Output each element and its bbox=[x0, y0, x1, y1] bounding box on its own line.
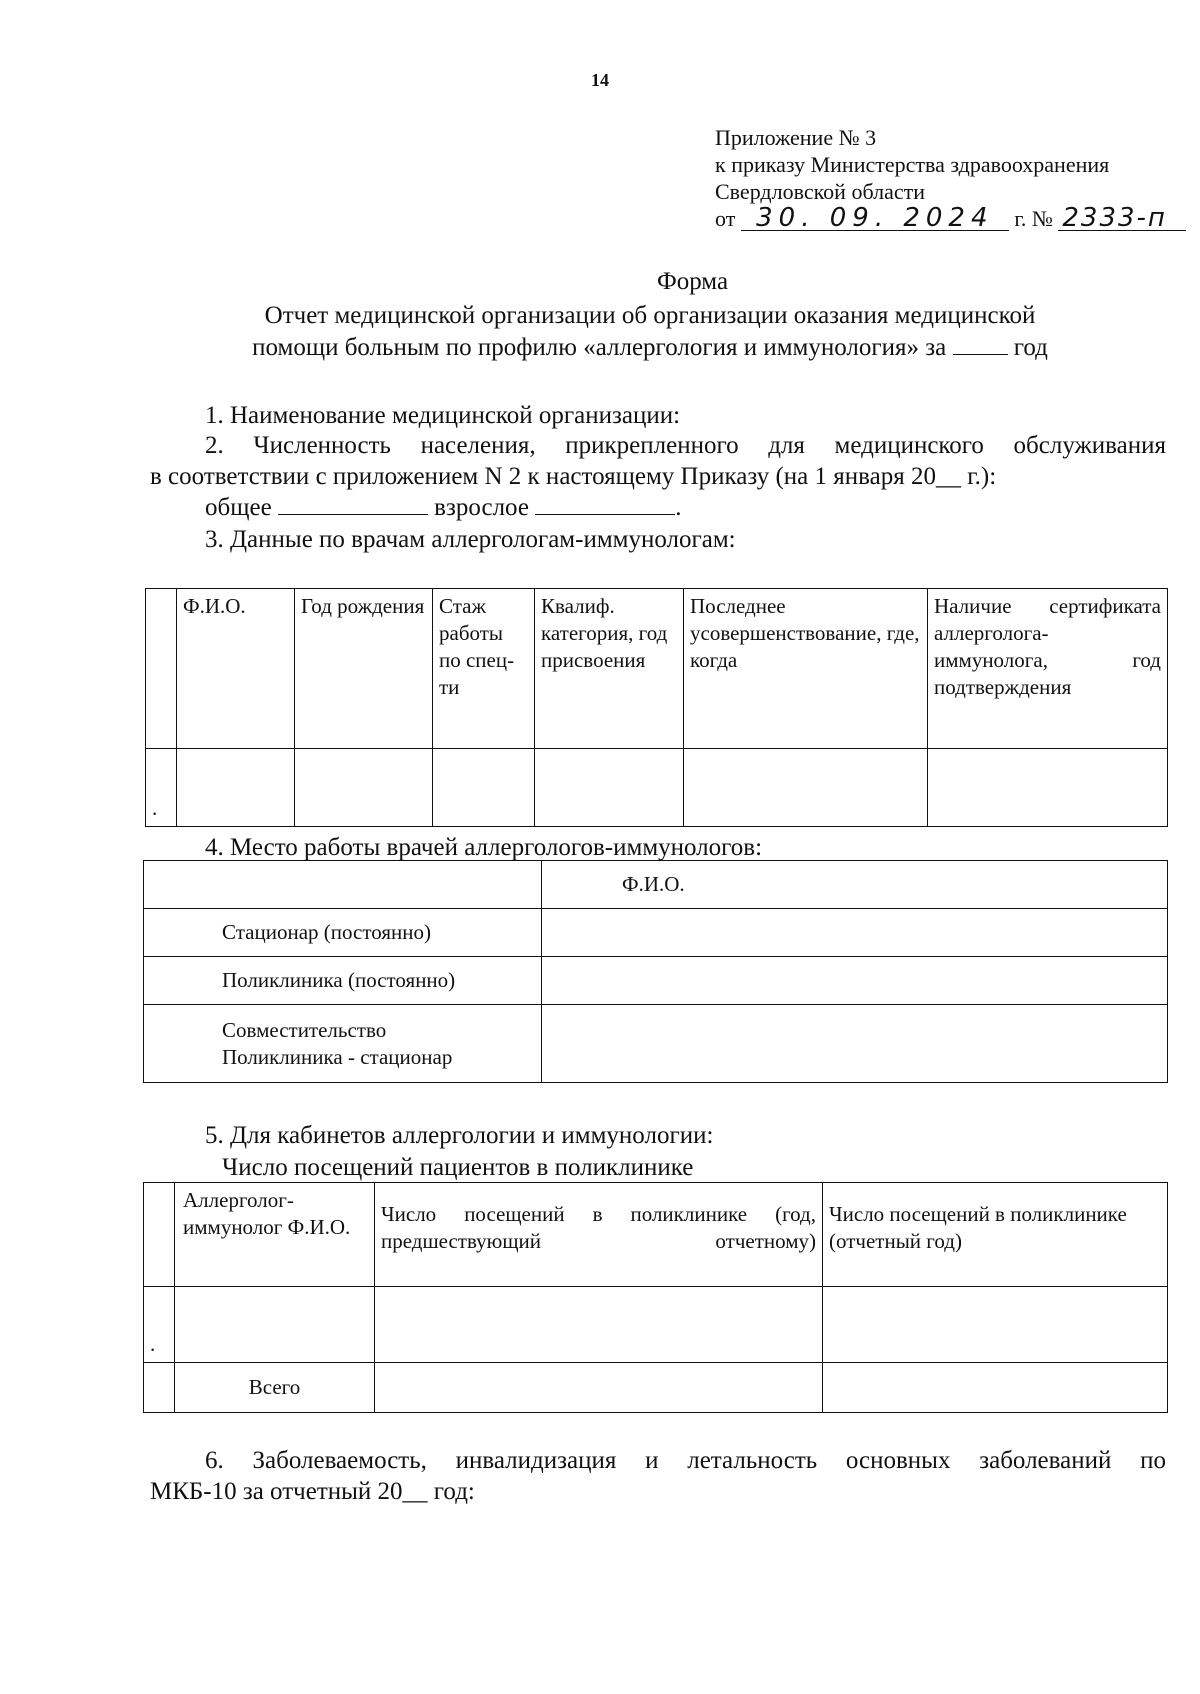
appendix-line-2: к приказу Министерства здравоохранения bbox=[715, 152, 1110, 177]
table-header-row bbox=[144, 1183, 1168, 1287]
section-2-line-3: общее взрослое . bbox=[205, 494, 682, 521]
section-2-line-1: 2. Численность населения, прикрепленного для медицинского обслуживания bbox=[205, 432, 1166, 459]
total-label: Всего bbox=[175, 1363, 375, 1413]
workplace-table bbox=[143, 860, 1168, 1083]
table-header-cell: Стаж работы по спец-ти bbox=[433, 589, 535, 749]
total-population-label: общее bbox=[205, 494, 272, 521]
table-header-cell: Последнее усовершенствование, где, когда bbox=[684, 589, 928, 749]
doctors-data-table bbox=[145, 588, 1168, 827]
table-cell bbox=[535, 749, 684, 827]
row-label-line-1: Совместительство bbox=[222, 1017, 387, 1042]
appendix-line-1: Приложение № 3 bbox=[715, 125, 877, 150]
table-cell bbox=[542, 909, 1168, 957]
table-row bbox=[144, 1287, 1168, 1363]
table-row bbox=[144, 957, 1168, 1005]
row-label-line-2: Поликлиника - стационар bbox=[222, 1044, 453, 1069]
table-header-cell: Год рождения bbox=[295, 589, 433, 749]
number-label: г. № bbox=[1014, 206, 1053, 231]
row-label: Стационар (постоянно) bbox=[144, 909, 542, 957]
table-cell bbox=[542, 1005, 1168, 1083]
report-title-line-2 bbox=[150, 332, 1150, 364]
table-header-cell: Число посещений в поликлинике (год, предшествующий отчетному) bbox=[375, 1183, 823, 1287]
form-label: Форма bbox=[656, 268, 729, 295]
page-number: 14 bbox=[591, 70, 609, 90]
table-row bbox=[144, 909, 1168, 957]
table-cell bbox=[144, 1183, 175, 1287]
total-population-blank bbox=[278, 494, 428, 515]
report-title-line-2-end: год bbox=[1013, 334, 1048, 361]
year-blank bbox=[953, 334, 1008, 355]
table-header-cell: Наличие сертификата аллерголога-иммунолога, год подтверждения bbox=[928, 589, 1168, 749]
table-cell bbox=[295, 749, 433, 827]
table-row bbox=[146, 749, 1168, 827]
section-6-line-2: МКБ-10 за отчетный 20__ год: bbox=[150, 1478, 475, 1505]
section-3-title: 3. Данные по врачам аллергологам-иммунологам: bbox=[205, 526, 736, 553]
section-6-line-1: 6. Заболеваемость, инвалидизация и летальность основных заболеваний по bbox=[205, 1447, 1166, 1474]
section-2 bbox=[150, 430, 1166, 492]
section-5-title: 5. Для кабинетов аллергологии и иммунологии: bbox=[205, 1122, 714, 1149]
table-cell bbox=[684, 749, 928, 827]
row-label: Поликлиника (постоянно) bbox=[144, 957, 542, 1005]
report-title bbox=[150, 300, 1150, 364]
appendix-line-3: Свердловской области bbox=[715, 179, 925, 204]
order-date-handwritten: 30. 09. 2024 bbox=[741, 206, 1009, 231]
table-cell bbox=[823, 1363, 1168, 1413]
section-6 bbox=[150, 1445, 1166, 1507]
from-label: от bbox=[715, 206, 736, 231]
table-header-cell: Ф.И.О. bbox=[542, 861, 1168, 909]
visits-table bbox=[143, 1182, 1168, 1413]
section-2-line-2: в соответствии с приложением N 2 к настоящему Приказу (на 1 января 20__ г.): bbox=[150, 463, 997, 490]
row-marker: . bbox=[146, 749, 177, 827]
table-cell bbox=[375, 1287, 823, 1363]
table-cell bbox=[375, 1363, 823, 1413]
table-cell bbox=[144, 1363, 175, 1413]
table-header-row bbox=[146, 589, 1168, 749]
order-number-handwritten: 2333-п bbox=[1058, 206, 1186, 231]
table-cell bbox=[928, 749, 1168, 827]
section-5-subtitle: Число посещений пациентов в поликлинике bbox=[222, 1154, 694, 1181]
table-header-row bbox=[144, 861, 1168, 909]
table-cell bbox=[823, 1287, 1168, 1363]
table-cell bbox=[542, 957, 1168, 1005]
report-title-line-2-start: помощи больным по профилю «аллергология и иммунология» за bbox=[252, 334, 947, 361]
adult-population-label: взрослое bbox=[434, 494, 529, 521]
table-header-cell: Квалиф. категория, год присвоения bbox=[535, 589, 684, 749]
appendix-header bbox=[715, 124, 1186, 232]
table-cell bbox=[177, 749, 295, 827]
section-4-title: 4. Место работы врачей аллергологов-иммунологов: bbox=[205, 834, 763, 861]
adult-population-blank bbox=[535, 494, 675, 515]
total-row bbox=[144, 1363, 1168, 1413]
section-1-title: 1. Наименование медицинской организации: bbox=[205, 402, 681, 429]
table-cell bbox=[175, 1287, 375, 1363]
row-label bbox=[144, 1005, 542, 1083]
table-row bbox=[144, 1005, 1168, 1083]
table-cell bbox=[146, 589, 177, 749]
table-header-cell: Аллерголог-иммунолог Ф.И.О. bbox=[175, 1183, 375, 1287]
row-marker: . bbox=[144, 1287, 175, 1363]
table-cell bbox=[433, 749, 535, 827]
report-title-line-1: Отчет медицинской организации об организации оказания медицинской bbox=[264, 302, 1036, 329]
appendix-line-4 bbox=[715, 205, 1186, 232]
table-header-cell: Ф.И.О. bbox=[177, 589, 295, 749]
table-cell bbox=[144, 861, 542, 909]
table-header-cell: Число посещений в поликлинике (отчетный год) bbox=[823, 1183, 1168, 1287]
